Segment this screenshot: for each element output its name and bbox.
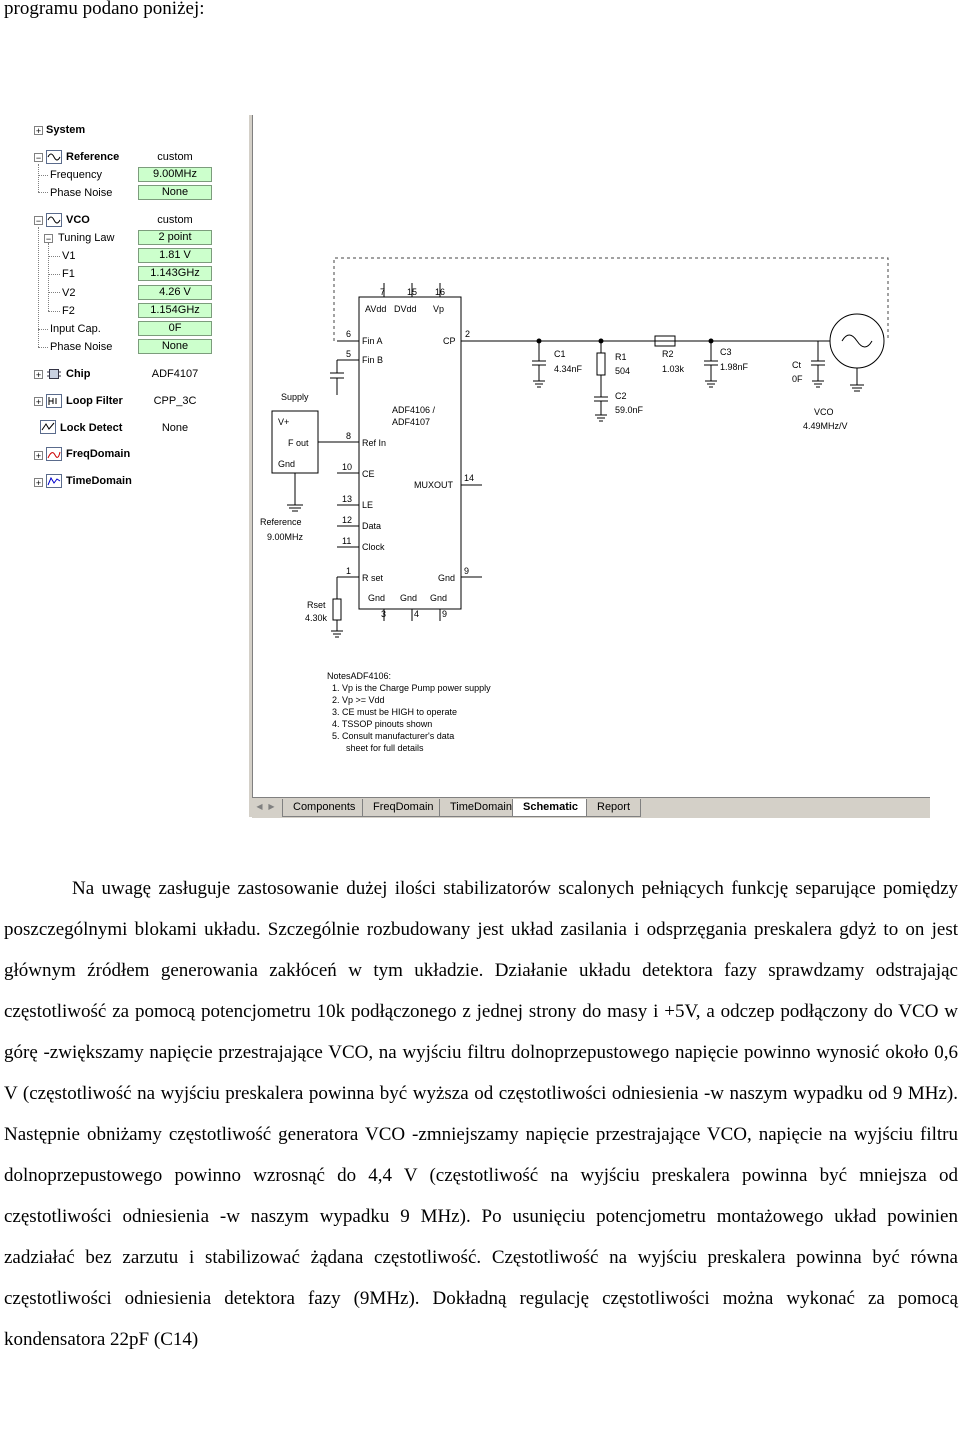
reference-phase-noise-label: Phase Noise: [50, 187, 113, 199]
expand-chip-icon[interactable]: +: [35, 370, 42, 380]
tab-freqdomain[interactable]: FreqDomain: [362, 799, 445, 817]
pin-9b: 9: [442, 609, 448, 619]
pin-13: 13: [342, 494, 353, 504]
rset-value: 4.30k: [305, 613, 328, 623]
chip-gnd-2: Gnd: [400, 593, 418, 603]
vco-v2-field[interactable]: 4.26 V: [138, 285, 212, 300]
component-tree: [30, 115, 248, 817]
c1-value: 4.34nF: [554, 364, 583, 374]
vco-f1-label: F1: [62, 268, 75, 280]
pin-7: 7: [380, 287, 386, 297]
chip-muxout: MUXOUT: [414, 480, 453, 490]
chip-avdd: AVdd: [365, 304, 387, 314]
chip-name-1: ADF4106 /: [392, 405, 436, 415]
schematic-view: [252, 115, 930, 797]
r1-value: 504: [615, 366, 631, 376]
tab-scroll-right-icon[interactable]: ▶: [268, 802, 275, 811]
body-paragraph: [4, 868, 958, 1360]
tree-item-chip[interactable]: Chip: [66, 368, 91, 380]
chip-refin: Ref In: [362, 438, 387, 448]
loop-filter-value: CPP_3C: [153, 395, 197, 407]
pin-10: 10: [342, 462, 353, 472]
reference-value: custom: [157, 151, 193, 163]
chip-rset: R set: [362, 573, 384, 583]
supply-label: Supply: [281, 392, 309, 402]
vco-v2-label: V2: [62, 287, 76, 299]
vco-phase-noise-label: Phase Noise: [50, 341, 113, 353]
chip-clock: Clock: [362, 542, 385, 552]
r2-value: 1.03k: [662, 364, 685, 374]
chip-value: ADF4107: [151, 368, 199, 380]
pin-9: 9: [464, 566, 470, 576]
view-tab-bar: [252, 797, 930, 818]
vco-input-cap-label: Input Cap.: [50, 323, 101, 335]
reference-frequency-field[interactable]: 9.00MHz: [138, 167, 212, 182]
pin-16: 16: [435, 287, 446, 297]
note-3: 3. CE must be HIGH to operate: [332, 707, 458, 717]
c3-label: C3: [720, 347, 732, 357]
tab-report[interactable]: Report: [586, 799, 641, 817]
loop-filter-icon: [46, 394, 62, 408]
vco-input-cap-field[interactable]: 0F: [138, 321, 212, 336]
c3-value: 1.98nF: [720, 362, 749, 372]
vco-sine-icon: [46, 213, 62, 227]
notes-title: NotesADF4106:: [327, 671, 392, 681]
note-5-cont: sheet for full details: [346, 743, 424, 753]
pin-2: 2: [465, 329, 471, 339]
chip-gnd-right: Gnd: [438, 573, 456, 583]
collapse-reference-icon[interactable]: −: [35, 153, 42, 163]
pin-5: 5: [346, 349, 352, 359]
tree-item-timedomain[interactable]: TimeDomain: [66, 475, 132, 487]
reference-frequency: 9.00MHz: [267, 532, 304, 542]
vco-phase-noise-field[interactable]: None: [138, 339, 212, 354]
chip-gnd-3: Gnd: [430, 593, 448, 603]
timedomain-chart-icon: [46, 474, 62, 488]
tab-components[interactable]: Components: [282, 799, 366, 817]
tab-schematic[interactable]: Schematic: [512, 799, 589, 817]
tree-item-system[interactable]: System: [46, 124, 86, 136]
adisimpll-window: [30, 115, 930, 817]
chip-cp: CP: [443, 336, 456, 346]
note-2: 2. Vp >= Vdd: [332, 695, 385, 705]
c2-label: C2: [615, 391, 627, 401]
expand-freqdomain-icon[interactable]: +: [35, 451, 42, 461]
body-paragraph-text: Na uwagę zasługuje zastosowanie dużej ilości stabilizatorów scalonych pełniących funkcję separujące pomiędzy poszczególnymi blokami układu. Szczególnie rozbudowany jest układ zasilania i odsprzęgania preskalera gdyż to on jest głównym źródłem generowania zakłóceń w tym układzie. Działanie układu detektora fazy sprawdzamy odstrajając częstotliwość za pomocą potencjometru 10k podłączonego z jednej strony do masy i +5V, a odczep podłączony do VCO w górę -zwiększamy napięcie przestrajające VCO, na wyjściu filtru dolnoprzepustowego napięcie powinno wynosić około 0,6 V (częstotliwość na wyjściu preskalera powinna być wyższa od częstotliwości odniesienia -w naszym wypadku od 9 MHz). Następnie obniżamy częstotliwość generatora VCO -zmniejszamy napięcie przestrajające VCO, napięcie na wyjściu filtru dolnoprzepustowego powinno wzrosnąć do 4,4 V (częstotliwość na wyjściu preskalera powinna być mniejsza od częstotliwości odniesienia -w naszym wypadku 9 MHz). Po usunięciu potencjometru montażowego układ powinien zadziałać bez zarzutu i stabilizować żądana częstotliwość. Częstotliwość na wyjściu preskalera powinna być równa częstotliwości odniesienia detektora fazy (9MHz). Dokładną regulację częstotliwości można wykonać za pomocą kondensatora 22pF (C14): [4, 878, 958, 1350]
tree-item-vco[interactable]: VCO: [66, 214, 90, 226]
chip-icon: [46, 367, 62, 381]
note-5: 5. Consult manufacturer's data: [332, 731, 455, 741]
note-1: 1. Vp is the Charge Pump power supply: [332, 683, 491, 693]
rset-label: Rset: [307, 600, 326, 610]
chip-ce: CE: [362, 469, 375, 479]
chip-vp: Vp: [433, 304, 445, 314]
vco-tuning-law-label: Tuning Law: [58, 232, 115, 244]
chip-data: Data: [362, 521, 382, 531]
expand-timedomain-icon[interactable]: +: [35, 478, 42, 488]
tab-scroll-left-icon[interactable]: ◀: [256, 802, 263, 811]
pin-4: 4: [414, 609, 420, 619]
ct-value: 0F: [792, 374, 803, 384]
vco-f2-field[interactable]: 1.154GHz: [138, 303, 212, 318]
pin-1: 1: [346, 566, 352, 576]
vco-v1-label: V1: [62, 250, 76, 262]
pin-15: 15: [407, 287, 418, 297]
chip-dvdd: DVdd: [394, 304, 417, 314]
r2-label: R2: [662, 349, 674, 359]
ct-label: Ct: [792, 360, 801, 370]
pin-8: 8: [346, 431, 352, 441]
supply-gnd: Gnd: [278, 459, 296, 469]
pin-11: 11: [342, 536, 352, 546]
vco-f2-label: F2: [62, 305, 75, 317]
chip-gnd-1: Gnd: [368, 593, 386, 603]
expand-system-icon[interactable]: +: [35, 126, 42, 136]
r1-label: R1: [615, 352, 627, 362]
expand-loop-filter-icon[interactable]: +: [35, 397, 42, 407]
pin-14: 14: [464, 473, 475, 483]
collapse-vco-icon[interactable]: −: [35, 216, 42, 226]
reference-frequency-label: Frequency: [50, 169, 102, 181]
tree-item-freqdomain[interactable]: FreqDomain: [66, 448, 131, 460]
intro-text: programu podano poniżej:: [4, 0, 205, 19]
chip-le: LE: [362, 500, 374, 510]
chip-name-2: ADF4107: [392, 417, 431, 427]
vco-f1-field[interactable]: 1.143GHz: [138, 266, 212, 281]
chip-fina: Fin A: [362, 336, 383, 346]
tree-item-loop-filter[interactable]: Loop Filter: [66, 395, 123, 407]
tree-item-reference[interactable]: Reference: [66, 151, 120, 163]
reference-label: Reference: [260, 517, 302, 527]
pin-3: 3: [381, 609, 387, 619]
collapse-tuning-law-icon[interactable]: −: [45, 234, 52, 244]
tree-item-lock-detect[interactable]: Lock Detect: [60, 422, 123, 434]
lock-detect-value: None: [161, 422, 189, 434]
vco-value: custom: [157, 214, 193, 226]
note-4: 4. TSSOP pinouts shown: [332, 719, 433, 729]
pin-6: 6: [346, 329, 352, 339]
lock-detect-icon: [40, 420, 56, 434]
freqdomain-chart-icon: [46, 447, 62, 461]
vco-label: VCO: [814, 407, 834, 417]
vco-gain: 4.49MHz/V: [803, 421, 848, 431]
chip-finb: Fin B: [362, 355, 384, 365]
tab-timedomain[interactable]: TimeDomain: [439, 799, 523, 817]
pin-12: 12: [342, 515, 353, 525]
vco-tuning-law-field[interactable]: 2 point: [138, 230, 212, 245]
reference-sine-icon: [46, 150, 62, 164]
vco-v1-field[interactable]: 1.81 V: [138, 248, 212, 263]
c2-value: 59.0nF: [615, 405, 644, 415]
supply-fout: F out: [288, 438, 309, 448]
c1-label: C1: [554, 349, 566, 359]
supply-vplus: V+: [278, 417, 290, 427]
reference-phase-noise-field[interactable]: None: [138, 185, 212, 200]
